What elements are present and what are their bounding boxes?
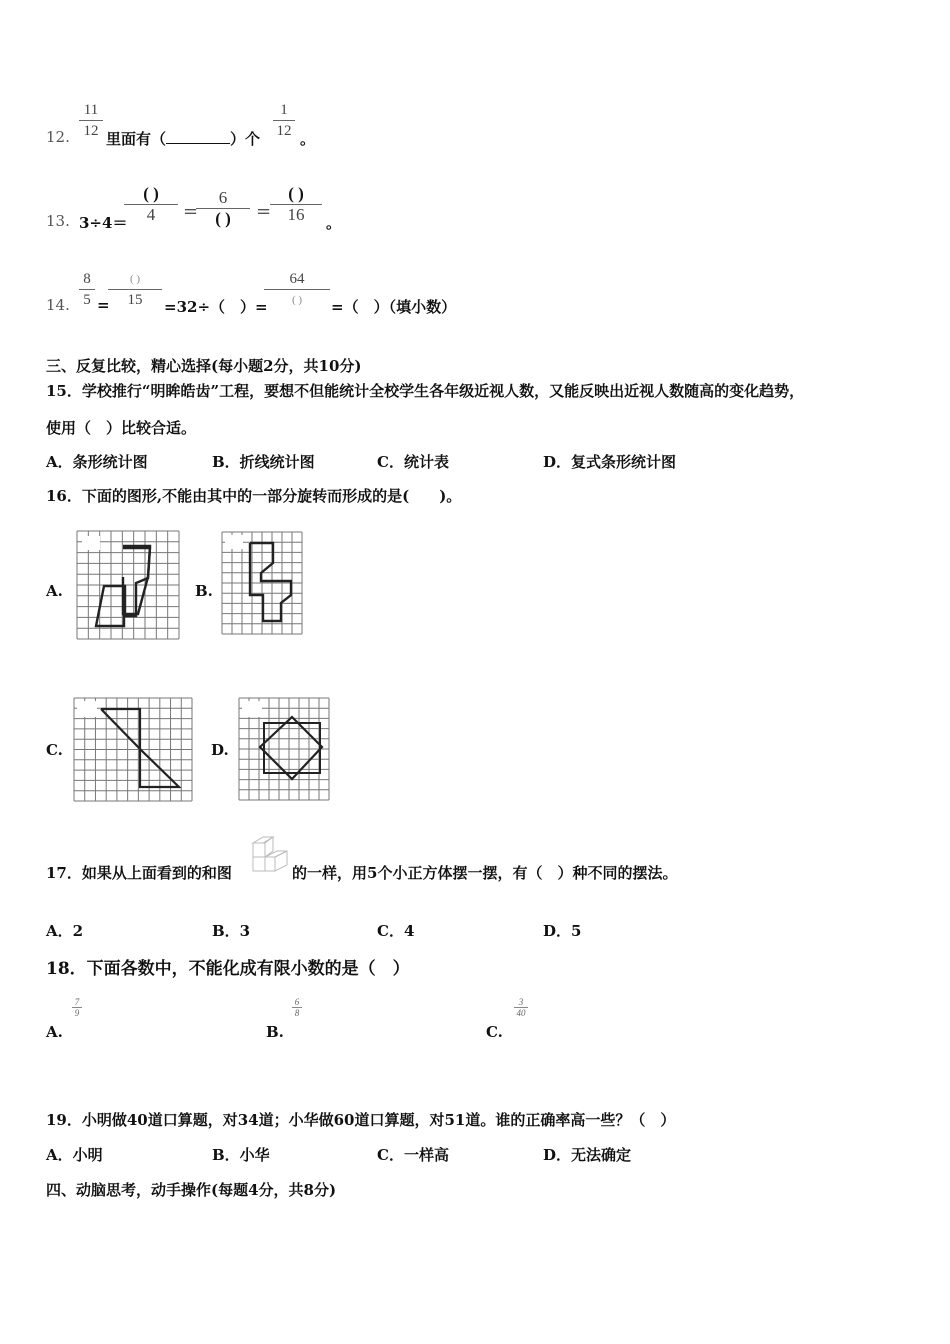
q15-option-b[interactable]: B．折线统计图	[212, 453, 315, 471]
q15-option-d[interactable]: D．复式条形统计图	[543, 453, 677, 471]
q14-number: 14.	[46, 296, 70, 314]
q13-fraction-3: ( ) 16	[270, 185, 322, 224]
q15-line-1: 15．学校推行“明眸皓齿”工程，要想不但能统计全校学生各年级近视人数，又能反映出近视人数随高的变化趋势，	[46, 382, 805, 400]
q13-eq2: =	[256, 201, 272, 222]
q16-figure-c[interactable]	[73, 697, 193, 802]
q13-eq1: =	[183, 201, 199, 222]
q14-middle: =32÷（ ）=	[164, 298, 268, 316]
q12-number: 12.	[46, 128, 70, 146]
q12-fraction-1: 11 12	[79, 101, 103, 140]
shape-b	[250, 543, 291, 621]
q19-option-d[interactable]: D．无法确定	[543, 1146, 632, 1164]
q17-stem-a: 17．如果从上面看到的和图	[46, 864, 232, 882]
q18-option-a-label[interactable]: A.	[46, 1023, 63, 1041]
q14-fraction-2: ( ) 15	[108, 270, 162, 309]
q19-option-a[interactable]: A．小明	[46, 1146, 103, 1164]
q14-end: =（ ）（填小数）	[331, 298, 457, 316]
q17-option-a[interactable]: A．2	[46, 922, 84, 940]
q17-cube-figure	[247, 833, 291, 877]
q17-option-c[interactable]: C．4	[377, 922, 415, 940]
q16-figure-b[interactable]	[221, 531, 303, 635]
q16-figure-a[interactable]	[76, 530, 180, 640]
q14-eq1: =	[97, 296, 110, 314]
shape-c	[101, 709, 179, 787]
q16-label-c[interactable]: C.	[46, 741, 63, 759]
q18-option-b-fraction: 6 8	[292, 997, 302, 1018]
q15-line-2: 使用（ ）比较合适。	[46, 419, 197, 437]
q13-number: 13.	[46, 212, 70, 230]
q19-stem: 19．小明做40道口算题，对34道；小华做60道口算题，对51道。谁的正确率高一些？（ ）	[46, 1111, 676, 1129]
q18-option-c-fraction: 3 40	[514, 997, 528, 1018]
q12-answer-blank[interactable]	[166, 131, 230, 144]
section-4-title: 四、动脑思考，动手操作(每题4分，共8分)	[46, 1181, 337, 1199]
q14-fraction-1: 8 5	[79, 270, 95, 309]
q17-option-d[interactable]: D．5	[543, 922, 582, 940]
q15-option-a[interactable]: A．条形统计图	[46, 453, 148, 471]
q12-end: 。	[300, 130, 316, 148]
q13-lead: 3÷4＝	[79, 214, 128, 232]
q14-fraction-3: 64 ( )	[264, 270, 330, 309]
q13-end: 。	[326, 214, 342, 232]
q16-label-d[interactable]: D.	[211, 741, 229, 759]
shape-d-square	[264, 723, 320, 773]
q17-stem-b: 的一样，用5个小正方体摆一摆，有（ ）种不同的摆法。	[292, 864, 678, 882]
q16-figure-d[interactable]	[238, 697, 330, 801]
shape-a-lower	[96, 586, 124, 626]
q19-option-b[interactable]: B．小华	[212, 1146, 270, 1164]
q18-option-b-label[interactable]: B.	[266, 1023, 284, 1041]
q16-label-a[interactable]: A.	[46, 582, 63, 600]
q18-option-a-fraction: 7 9	[72, 997, 82, 1018]
q15-option-c[interactable]: C．统计表	[377, 453, 449, 471]
q19-option-c[interactable]: C．一样高	[377, 1146, 449, 1164]
q16-stem: 16．下面的图形,不能由其中的一部分旋转而形成的是( )。	[46, 487, 462, 505]
q16-label-b[interactable]: B.	[195, 582, 213, 600]
q13-fraction-1: ( ) 4	[124, 185, 178, 224]
q13-fraction-2: 6 ( )	[196, 189, 250, 228]
section-3-title: 三、反复比较，精心选择(每小题2分，共10分)	[46, 357, 362, 375]
q12-text: 里面有（ ）个	[106, 130, 261, 148]
q17-option-b[interactable]: B．3	[212, 922, 251, 940]
q12-fraction-2: 1 12	[273, 101, 295, 140]
q18-stem: 18．下面各数中，不能化成有限小数的是（ ）	[46, 959, 410, 979]
q18-option-c-label[interactable]: C.	[486, 1023, 503, 1041]
